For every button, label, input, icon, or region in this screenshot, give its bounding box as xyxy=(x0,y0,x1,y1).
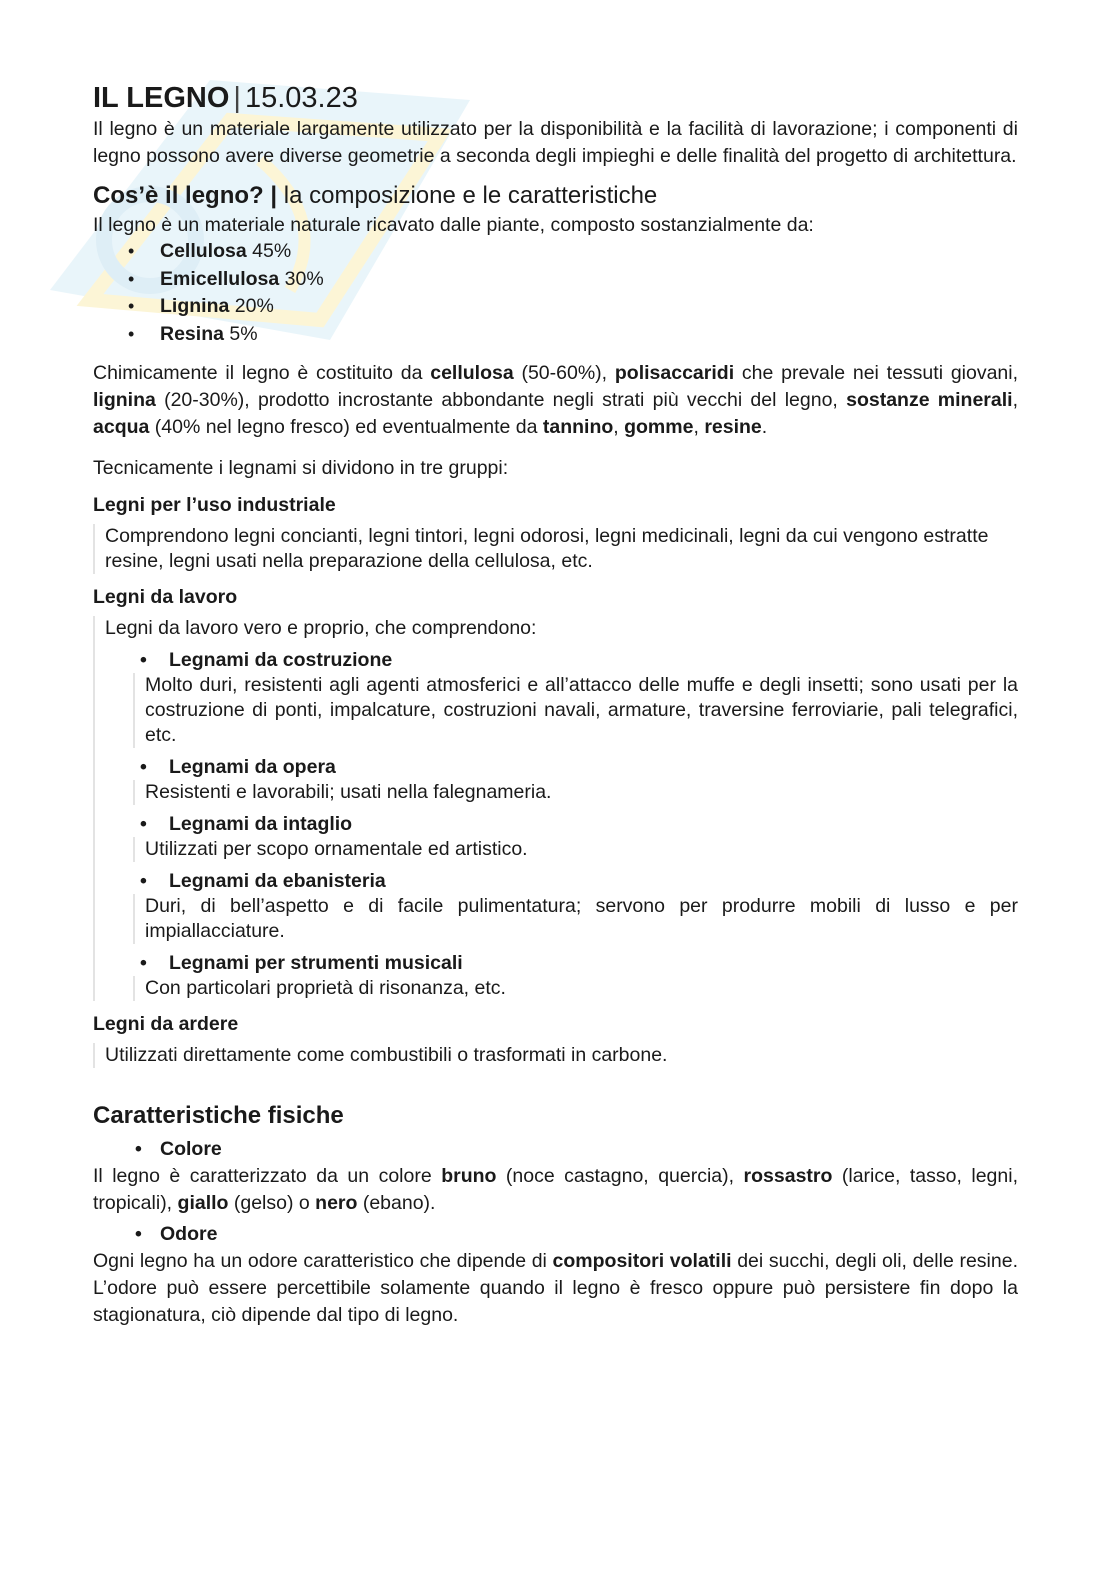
sub-item-title: • Legnami per strumenti musicali xyxy=(133,950,1018,976)
sub-item-strumenti xyxy=(133,950,1018,1001)
group-block-work xyxy=(93,616,1018,1001)
section-heading-physical: Caratteristiche fisiche xyxy=(93,1102,344,1129)
sub-item-ebanisteria xyxy=(133,868,1018,944)
sub-item-text: Resistenti e lavorabili; usati nella falegnameria. xyxy=(133,780,1018,805)
section-heading-composition xyxy=(93,180,1018,212)
physical-subheading-colore: • Colore xyxy=(93,1136,1018,1163)
sub-item-construction xyxy=(133,647,1018,748)
section-heading-sub: la composizione e le caratteristiche xyxy=(283,182,658,209)
group-title-industrial: Legni per l’uso industriale xyxy=(93,494,336,516)
page-title xyxy=(93,80,1018,116)
sub-item-opera xyxy=(133,754,1018,805)
group-title-work: Legni da lavoro xyxy=(93,586,238,608)
list-item: • Resina 5% xyxy=(128,321,1018,349)
title-text: IL LEGNO xyxy=(93,82,230,114)
chemistry-paragraph: Chimicamente il legno è costituito da cellulosa (50-60%), polisaccaridi che prevale nei tessuti giovani, lignina (20-30%), prodotto incrostante abbondante negli strati più vecchi del legno, sostanze minerali, acqua (40% nel legno fresco) ed eventualmente da tannino, gomme, resine. xyxy=(93,362,1019,438)
sub-item-text: Molto duri, resistenti agli agenti atmosferici e all’attacco delle muffe e degli insetti; sono usati per la costruzione di ponti, impalcature, costruzioni navali, armature, traversine ferroviarie, pali telegrafici, etc. xyxy=(133,673,1018,748)
title-separator: | xyxy=(233,82,241,114)
list-item: • Emicellulosa 30% xyxy=(128,266,1018,294)
physical-subheading-odore: • Odore xyxy=(93,1221,1018,1248)
intro-paragraph: Il legno è un materiale largamente utilizzato per la disponibilità e la facilità di lavorazione; i componenti di legno possono avere diverse geometrie a seconda degli impieghi e delle finalità del progetto di architettura. xyxy=(93,118,1018,167)
group-text-industrial: Comprendono legni concianti, legni tintori, legni odorosi, legni medicinali, legni da cui vengono estratte resine, legni usati nella preparazione della cellulosa, etc. xyxy=(93,524,1018,574)
group-text-burn: Utilizzati direttamente come combustibili o trasformati in carbone. xyxy=(93,1043,1018,1068)
sub-item-text: Utilizzati per scopo ornamentale ed artistico. xyxy=(133,837,1018,862)
sub-item-title: • Legnami da intaglio xyxy=(133,811,1018,837)
sub-item-title: • Legnami da ebanisteria xyxy=(133,868,1018,894)
list-item: • Cellulosa 45% xyxy=(128,238,1018,266)
list-item: • Lignina 20% xyxy=(128,293,1018,321)
group-title-burn: Legni da ardere xyxy=(93,1013,239,1035)
sub-item-text: Duri, di bell’aspetto e di facile pulimentatura; servono per produrre mobili di lusso e per impiallacciature. xyxy=(133,894,1018,944)
sub-item-title: • Legnami da opera xyxy=(133,754,1018,780)
section-heading-separator: | xyxy=(270,182,278,209)
groups-lead: Tecnicamente i legnami si dividono in tre gruppi: xyxy=(93,457,509,479)
sub-item-text: Con particolari proprietà di risonanza, etc. xyxy=(133,976,1018,1001)
document-page xyxy=(93,80,1018,1329)
sub-item-intaglio xyxy=(133,811,1018,862)
group-lead-work: Legni da lavoro vero e proprio, che comprendono: xyxy=(105,617,537,639)
section-heading-main: Cos’è il legno? xyxy=(93,182,264,209)
composition-lead: Il legno è un materiale naturale ricavato dalle piante, composto sostanzialmente da: xyxy=(93,214,814,236)
odore-paragraph: Ogni legno ha un odore caratteristico che dipende di compositori volatili dei succhi, degli oli, delle resine. L’odore può essere percettibile solamente quando il legno è fresco oppure può persistere fin dopo la stagionatura, ciò dipende dal tipo di legno. xyxy=(93,1250,1018,1326)
colore-paragraph: Il legno è caratterizzato da un colore bruno (noce castagno, quercia), rossastro (larice, tasso, legni, tropicali), giallo (gelso) o nero (ebano). xyxy=(93,1165,1018,1214)
composition-list xyxy=(128,238,1018,348)
sub-item-title: • Legnami da costruzione xyxy=(133,647,1018,673)
title-date: 15.03.23 xyxy=(244,82,358,114)
